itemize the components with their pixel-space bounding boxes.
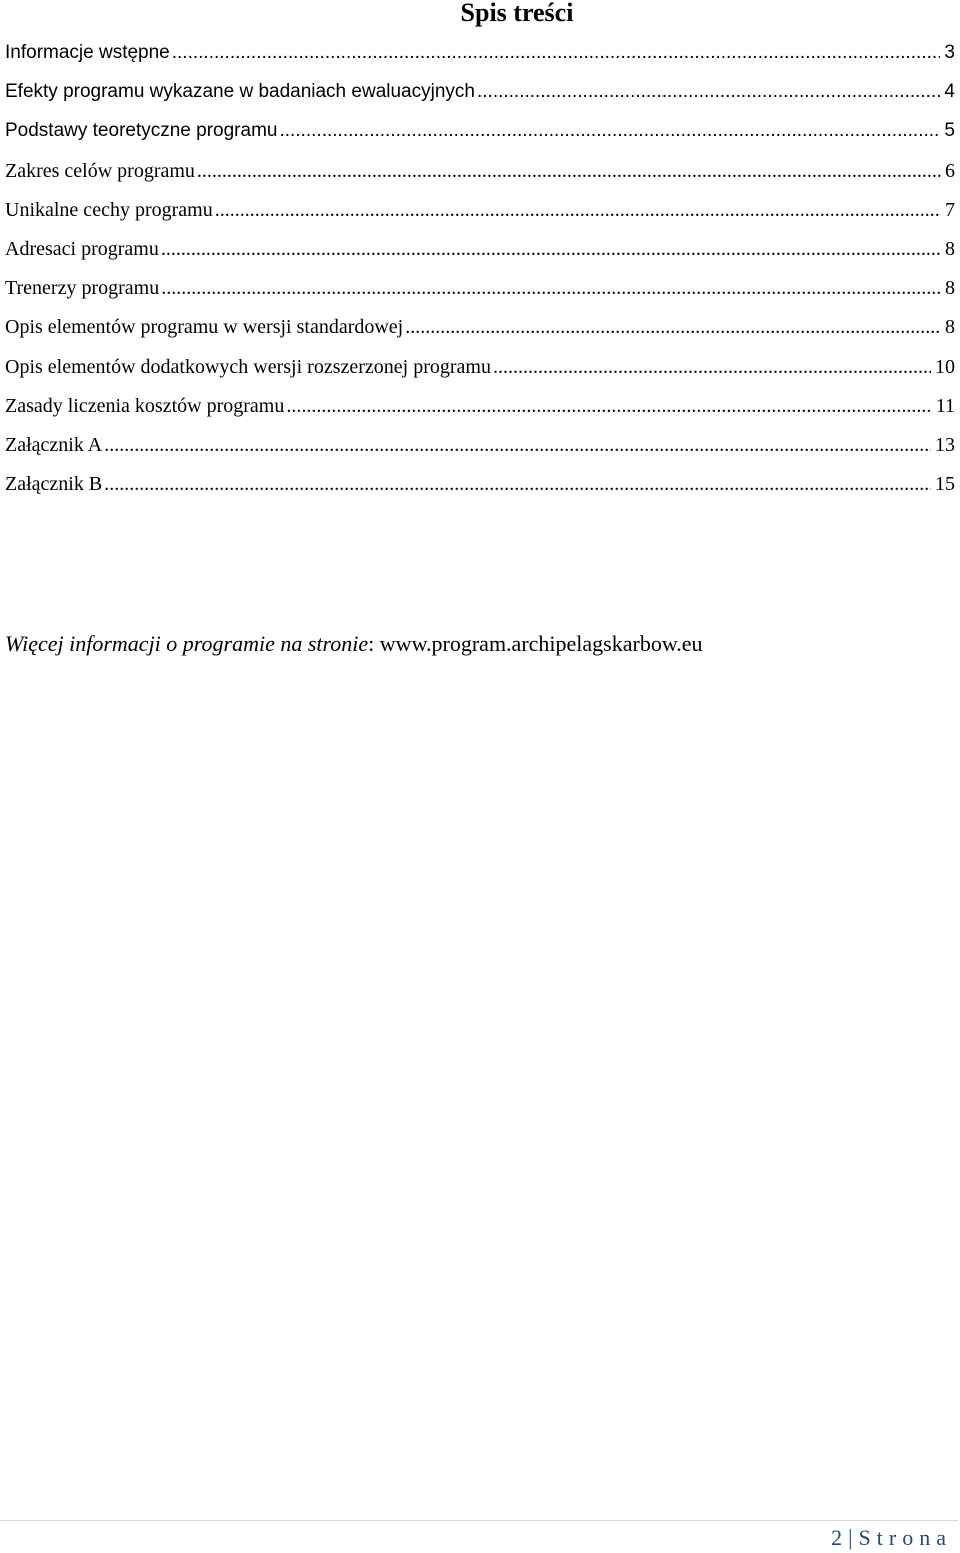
- toc-entry-label: Podstawy teoretyczne programu: [5, 120, 278, 142]
- toc-dot-leader: [161, 236, 941, 262]
- toc-entry-label: Opis elementów programu w wersji standardowej: [5, 316, 404, 339]
- toc-entry-page: 6: [945, 159, 955, 182]
- toc-dot-leader: [104, 471, 931, 497]
- toc-entry-zalacznik-a[interactable]: [5, 432, 955, 471]
- toc-entry-zakres-celow[interactable]: [5, 158, 955, 197]
- toc-entry-page: 15: [935, 473, 955, 496]
- toc-dot-leader: [279, 118, 940, 144]
- more-info-line: [5, 630, 703, 658]
- toc-entry-trenerzy[interactable]: [5, 275, 955, 314]
- toc-title: Spis treści: [460, 0, 574, 27]
- toc-dot-leader: [161, 275, 941, 301]
- toc-entry-label: Trenerzy programu: [5, 277, 160, 300]
- toc-entry-opis-standardowej[interactable]: [5, 314, 955, 353]
- toc-entry-zalacznik-b[interactable]: [5, 471, 955, 510]
- toc-list: [5, 40, 955, 510]
- toc-entry-page: 8: [945, 277, 955, 300]
- toc-entry-label: Unikalne cechy programu: [5, 198, 213, 221]
- toc-entry-label: Adresaci programu: [5, 237, 159, 260]
- toc-entry-podstawy-teoretyczne[interactable]: [5, 118, 955, 157]
- toc-entry-adresaci[interactable]: [5, 236, 955, 275]
- toc-entry-label: Efekty programu wykazane w badaniach ewaluacyjnych: [5, 81, 475, 103]
- toc-entry-label: Zakres celów programu: [5, 159, 195, 182]
- toc-dot-leader: [493, 354, 931, 380]
- toc-entry-informacje-wstepne[interactable]: [5, 40, 955, 79]
- toc-dot-leader: [286, 393, 931, 419]
- toc-dot-leader: [197, 158, 941, 184]
- toc-entry-efekty-programu[interactable]: [5, 79, 955, 118]
- toc-entry-opis-rozszerzonej[interactable]: [5, 354, 955, 393]
- toc-entry-page: 13: [935, 433, 955, 456]
- toc-entry-page: 3: [944, 42, 955, 63]
- toc-entry-label: Zasady liczenia kosztów programu: [5, 394, 285, 417]
- toc-entry-page: 7: [945, 198, 955, 221]
- footer-divider: [0, 1520, 958, 1521]
- toc-entry-label: Informacje wstępne: [5, 42, 170, 63]
- footer-page-num: 2: [831, 1525, 843, 1550]
- toc-dot-leader: [172, 40, 941, 66]
- toc-entry-label: Załącznik B: [5, 473, 103, 496]
- more-info-url[interactable]: www.program.archipelagskarbow.eu: [379, 631, 703, 656]
- toc-entry-unikalne-cechy[interactable]: [5, 197, 955, 236]
- toc-entry-page: 10: [935, 355, 955, 378]
- toc-entry-label: Załącznik A: [5, 433, 103, 456]
- toc-entry-page: 4: [944, 81, 955, 103]
- footer-page-number: [831, 1524, 952, 1552]
- toc-entry-page: 11: [935, 394, 955, 417]
- toc-dot-leader: [477, 79, 940, 105]
- toc-entry-page: 8: [945, 316, 955, 339]
- toc-dot-leader: [405, 314, 941, 340]
- toc-entry-page: 8: [945, 237, 955, 260]
- toc-entry-label: Opis elementów dodatkowych wersji rozszerzonej programu: [5, 355, 491, 378]
- toc-dot-leader: [215, 197, 941, 223]
- toc-entry-page: 5: [944, 120, 955, 142]
- footer-page-word: Strona: [858, 1525, 952, 1550]
- more-info-label: Więcej informacji o programie na stronie: [5, 631, 369, 656]
- footer-separator: |: [848, 1525, 853, 1550]
- toc-dot-leader: [104, 432, 931, 458]
- more-info-colon: :: [368, 631, 375, 656]
- toc-entry-zasady-kosztow[interactable]: [5, 393, 955, 432]
